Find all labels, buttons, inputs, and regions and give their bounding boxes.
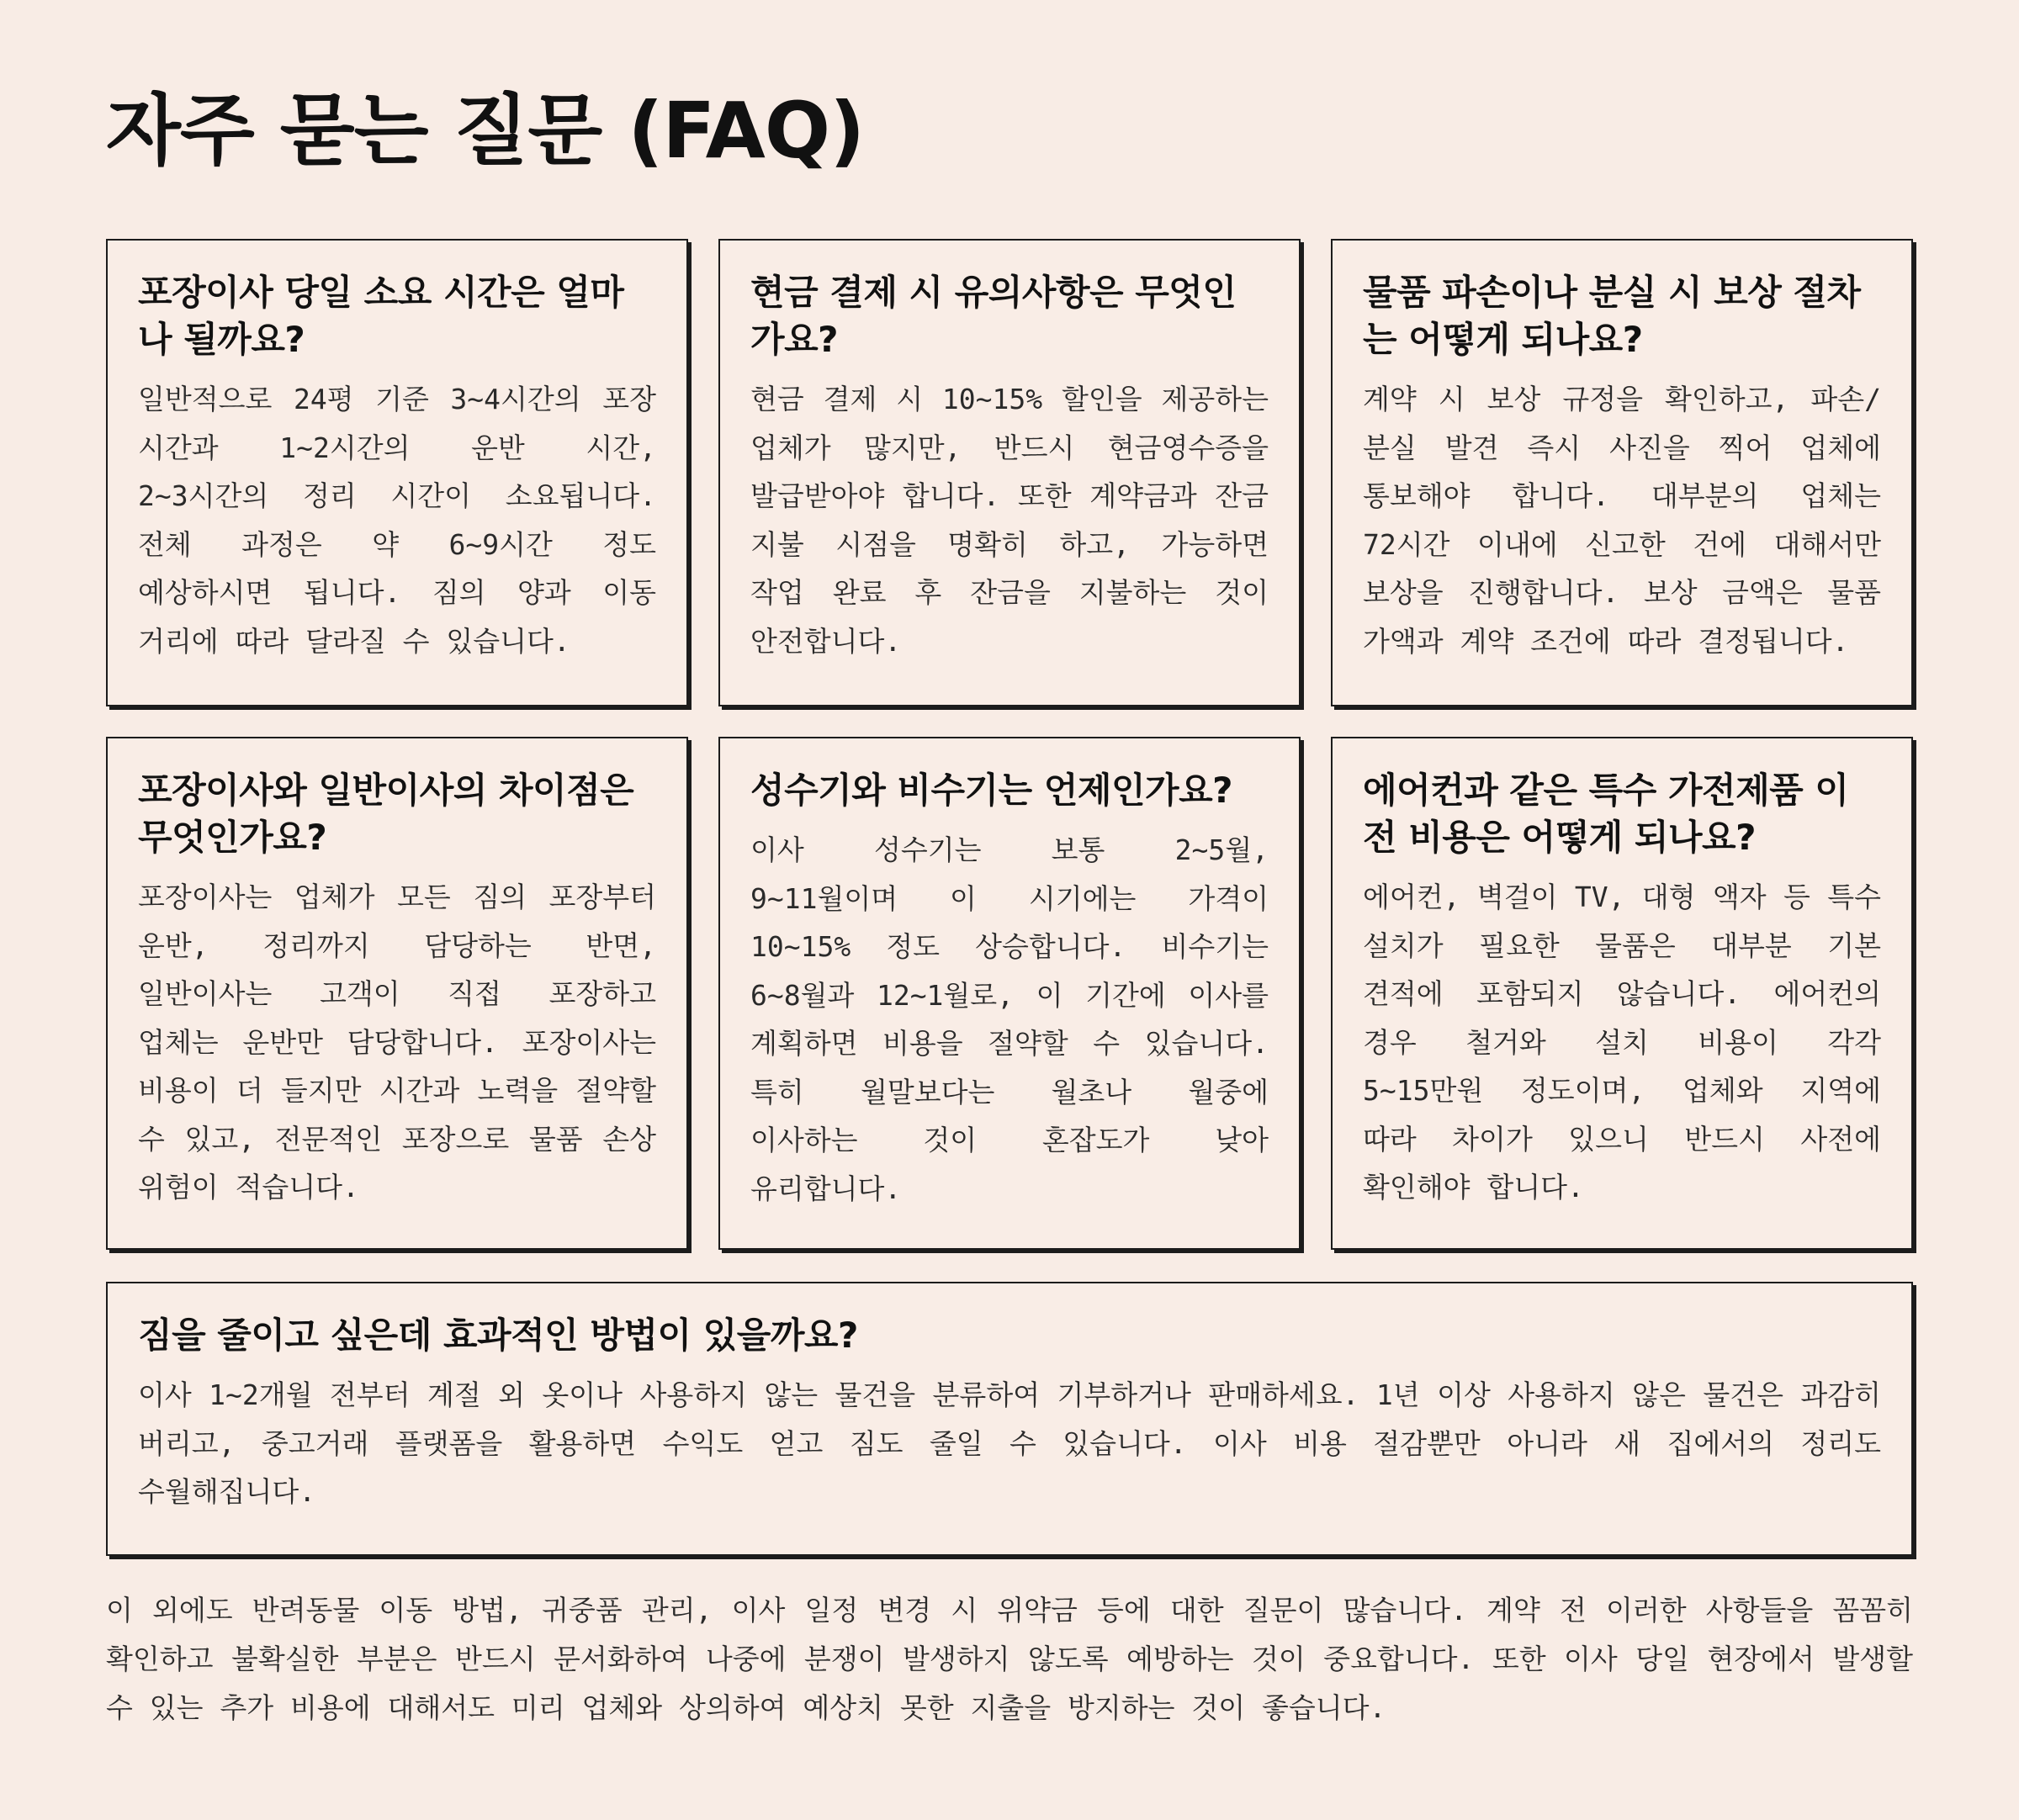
faq-question: 물품 파손이나 분실 시 보상 절차는 어떻게 되나요? [1363, 272, 1861, 360]
faq-card-damage-compensation [1331, 239, 1913, 706]
faq-question: 에어컨과 같은 특수 가전제품 이전 비용은 어떻게 되나요? [1363, 770, 1849, 858]
faq-question: 포장이사 당일 소요 시간은 얼마나 될까요? [138, 272, 624, 360]
faq-page [106, 81, 1913, 1724]
faq-question: 성수기와 비수기는 언제인가요? [750, 770, 1233, 811]
faq-answer: 일반적으로 24평 기준 3~4시간의 포장 시간과 1~2시간의 운반 시간, 2~3시간의 정리 시간이 소요됩니다. 전체 과정은 약 6~9시간 정도 예상하시면 됩니다. 짐의 양과 이동 거리에 따라 달라질 수 있습니다. [138, 383, 656, 658]
footer-note: 이 외에도 반려동물 이동 방법, 귀중품 관리, 이사 일정 변경 시 위약금 등에 대한 질문이 많습니다. 계약 전 이러한 사항들을 꼼꼼히 확인하고 불확실한 부분은 반드시 문서화하여 나중에 분쟁이 발생하지 않도록 예방하는 것이 중요합니다. 또한 이사 당일 현장에서 발생할 수 있는 추가 비용에 대해서도 미리 업체와 상의하여 예상치 못한 지출을 방지하는 것이 좋습니다. [106, 1594, 1913, 1724]
faq-question: 현금 결제 시 유의사항은 무엇인가요? [750, 272, 1237, 360]
faq-card-appliances [1331, 737, 1913, 1250]
faq-card-moving-types [106, 737, 688, 1250]
faq-question: 포장이사와 일반이사의 차이점은 무엇인가요? [138, 770, 634, 858]
faq-card-duration [106, 239, 688, 706]
faq-card-reduce-belongings [106, 1282, 1913, 1556]
faq-answer: 포장이사는 업체가 모든 짐의 포장부터 운반, 정리까지 담당하는 반면, 일반이사는 고객이 직접 포장하고 업체는 운반만 담당합니다. 포장이사는 비용이 더 들지만 시간과 노력을 절약할 수 있고, 전문적인 포장으로 물품 손상 위험이 적습니다. [138, 881, 656, 1204]
faq-grid [106, 239, 1913, 1250]
faq-answer: 이사 1~2개월 전부터 계절 외 옷이나 사용하지 않는 물건을 분류하여 기부하거나 판매하세요. 1년 이상 사용하지 않은 물건은 과감히 버리고, 중고거래 플랫폼을 활용하면 수익도 얻고 짐도 줄일 수 있습니다. 이사 비용 절감뿐만 아니라 새 집에서의 정리도 수월해집니다. [138, 1378, 1881, 1508]
faq-answer: 이사 성수기는 보통 2~5월, 9~11월이며 이 시기에는 가격이 10~15% 정도 상승합니다. 비수기는 6~8월과 12~1월로, 이 기간에 이사를 계획하면 비용을 절약할 수 있습니다. 특히 월말보다는 월초나 월중에 이사하는 것이 혼잡도가 낮아 유리합니다. [750, 833, 1269, 1205]
faq-question: 짐을 줄이고 싶은데 효과적인 방법이 있을까요? [138, 1315, 858, 1356]
faq-card-seasons [718, 737, 1301, 1250]
faq-answer: 에어컨, 벽걸이 TV, 대형 액자 등 특수 설치가 필요한 물품은 대부분 기본 견적에 포함되지 않습니다. 에어컨의 경우 철거와 설치 비용이 각각 5~15만원 정도이며, 업체와 지역에 따라 차이가 있으니 반드시 사전에 확인해야 합니다. [1363, 881, 1881, 1204]
faq-answer: 현금 결제 시 10~15% 할인을 제공하는 업체가 많지만, 반드시 현금영수증을 발급받아야 합니다. 또한 계약금과 잔금 지불 시점을 명확히 하고, 가능하면 작업 완료 후 잔금을 지불하는 것이 안전합니다. [750, 383, 1269, 658]
faq-card-cash-payment [718, 239, 1301, 706]
faq-answer: 계약 시 보상 규정을 확인하고, 파손/분실 발견 즉시 사진을 찍어 업체에 통보해야 합니다. 대부분의 업체는 72시간 이내에 신고한 건에 대해서만 보상을 진행합니다. 보상 금액은 물품 가액과 계약 조건에 따라 결정됩니다. [1363, 383, 1881, 658]
page-title: 자주 묻는 질문 (FAQ) [106, 86, 865, 176]
